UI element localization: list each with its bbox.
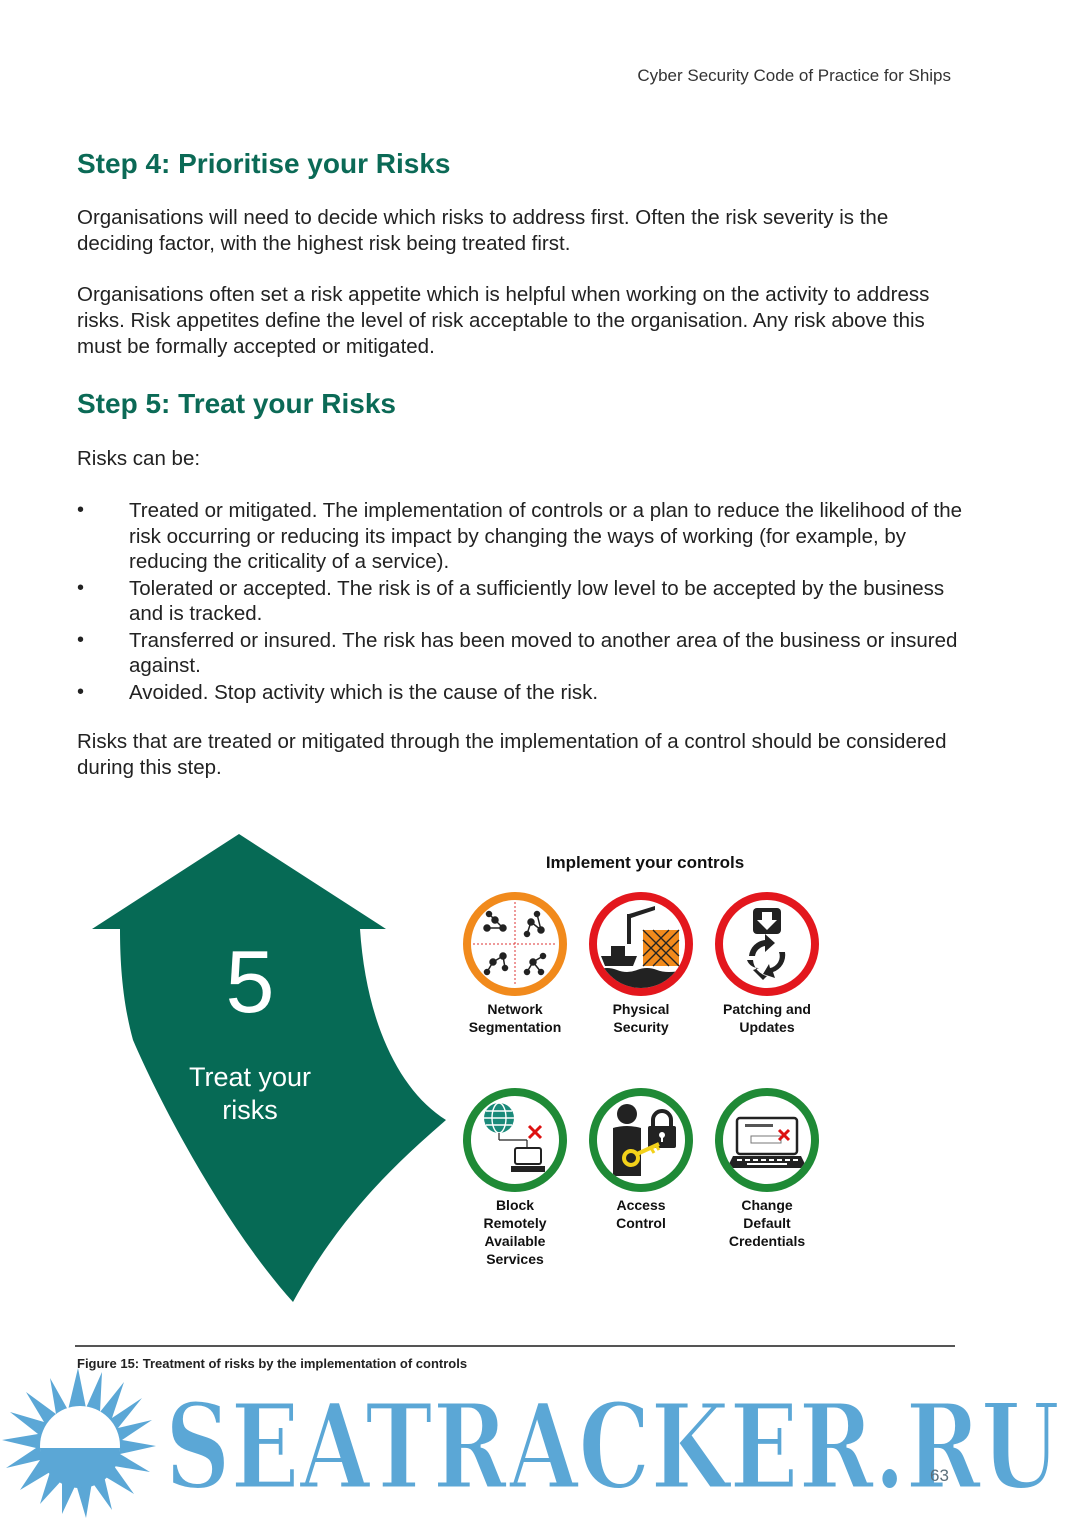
- list-item: [77, 498, 967, 575]
- control-label: Change Default Credentials: [728, 1197, 806, 1249]
- access-control-icon: [589, 1088, 693, 1192]
- control-block-remote-services: [450, 1088, 580, 1268]
- step-number: 5: [225, 932, 275, 1031]
- step4-paragraph-1: Organisations will need to decide which risks to address first. Often the risk severity is the deciding factor, with the highest risk being treated first.: [77, 206, 889, 255]
- control-change-credentials: [702, 1088, 832, 1250]
- control-label: Physical Security: [612, 1001, 670, 1035]
- step4-heading: Step 4: Prioritise your Risks: [77, 148, 451, 179]
- bullet-icon: •: [77, 680, 85, 703]
- step5-intro: Risks can be:: [77, 447, 201, 470]
- list-item: [77, 576, 967, 627]
- patching-updates-icon: [715, 892, 819, 996]
- controls-title: Implement your controls: [545, 853, 745, 872]
- seatracker-watermark-logo: [0, 1368, 1080, 1527]
- bullet-icon: •: [77, 576, 85, 599]
- list-item-text: Transferred or insured. The risk has been moved to another area of the business or insured against.: [129, 628, 958, 677]
- control-label: Network Segmentation: [468, 1001, 562, 1035]
- running-header: Cyber Security Code of Practice for Ships: [637, 66, 951, 85]
- risk-options-list: [77, 498, 967, 706]
- network-segmentation-icon: [463, 892, 567, 996]
- list-item-text: Treated or mitigated. The implementation of controls or a plan to reduce the likelihood of the risk occurring or reducing its impact by changing the ways of working (for example, by reducing the criticality of a service).: [129, 499, 963, 573]
- list-item-text: Avoided. Stop activity which is the cause of the risk.: [129, 680, 599, 704]
- change-credentials-icon: [715, 1088, 819, 1192]
- control-network-segmentation: [450, 892, 580, 1036]
- control-physical-security: [576, 892, 706, 1036]
- control-label: Block Remotely Available Services: [483, 1197, 547, 1267]
- step4-paragraph-2: Organisations often set a risk appetite which is helpful when working on the activity to address risks. Risk appetites define the level of risk acceptable to the organisation. Any risk above this must be formally accepted or mitigated.: [77, 283, 930, 358]
- control-patching-updates: [702, 892, 832, 1036]
- bullet-icon: •: [77, 499, 85, 521]
- control-label: Patching and Updates: [723, 1001, 811, 1035]
- block-remote-services-icon: [463, 1088, 567, 1192]
- control-access-control: [576, 1088, 706, 1232]
- control-label: Access Control: [616, 1197, 666, 1231]
- list-item-text: Tolerated or accepted. The risk is of a sufficiently low level to be accepted by the business and is tracked.: [129, 576, 945, 625]
- page-number: 63: [930, 1466, 949, 1485]
- step5-heading: Step 5: Treat your Risks: [77, 388, 397, 419]
- list-item: [77, 628, 967, 679]
- figure-caption: Figure 15: Treatment of risks by the implementation of controls: [77, 1356, 468, 1371]
- arrow-caption: Treat your risks: [188, 1062, 312, 1125]
- watermark-text: SEATRACKER.RU: [165, 1377, 1060, 1516]
- physical-security-icon: [589, 892, 693, 996]
- bullet-icon: •: [77, 628, 85, 651]
- figure-divider: [75, 1345, 955, 1347]
- list-item: [77, 680, 967, 706]
- step5-closing: Risks that are treated or mitigated through the implementation of a control should be considered during this step.: [77, 730, 947, 779]
